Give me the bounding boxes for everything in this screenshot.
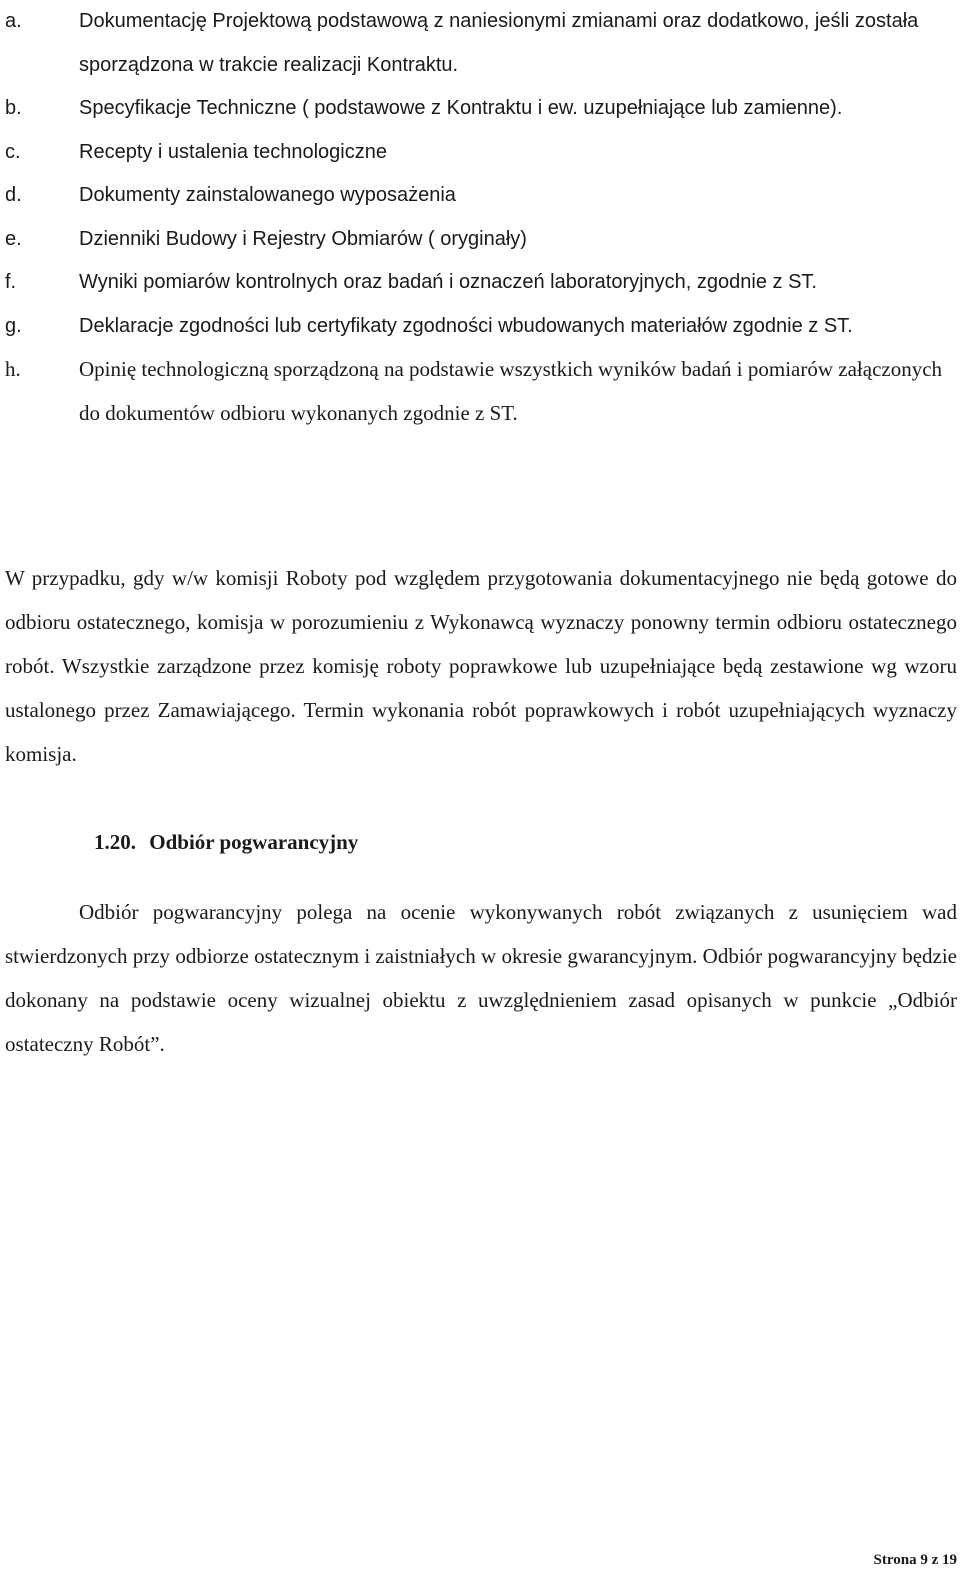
paragraph-acceptance-delay: W przypadku, gdy w/w komisji Roboty pod względem przygotowania dokumentacyjnego nie będą gotowe do odbioru ostatecznego, komisja w porozumieniu z Wykonawcą wyznaczy ponowny termin odbioru ostatecznego robót. Wszystkie zarządzone przez komisję roboty poprawkowe lub uzupełniające będą zestawione wg wzoru ustalonego przez Zamawiającego. Termin wykonania robót poprawkowych i robót uzupełniających wyznaczy komisja. [5, 566, 957, 766]
list-item-letter: a. [5, 10, 22, 32]
list-item-text: Dokumenty zainstalowanego wyposażenia [79, 184, 456, 206]
page-number: Strona 9 z 19 [873, 1552, 957, 1568]
list-item-letter: g. [5, 314, 22, 337]
section-heading [94, 820, 358, 864]
list-item-g [0, 305, 949, 349]
list-item-letter: b. [5, 97, 22, 119]
list-item-b [0, 87, 949, 131]
list-item-letter: d. [5, 184, 22, 206]
list-item-text: Opinię technologiczną sporządzoną na podstawie wszystkich wyników badań i pomiarów załączonych do dokumentów odbioru wykonanych zgodnie z ST. [79, 357, 943, 425]
paragraph-post-warranty: Odbiór pogwarancyjny polega na ocenie wykonywanych robót związanych z usunięciem wad stwierdzonych przy odbiorze ostatecznym i zaistniałych w okresie gwarancyjnym. Odbiór pogwarancyjny będzie dokonany na podstawie oceny wizualnej obiektu z uwzględnieniem zasad opisanych w punkcie „Odbiór ostateczny Robót”. [5, 900, 957, 1056]
list-item-text: Specyfikacje Techniczne ( podstawowe z Kontraktu i ew. uzupełniające lub zamienne). [79, 97, 843, 119]
list-item-text: Dzienniki Budowy i Rejestry Obmiarów ( oryginały) [79, 227, 527, 250]
list-item-d [0, 174, 949, 218]
list-item-letter: f. [5, 271, 17, 293]
list-item-c [0, 131, 949, 175]
list-item-letter: e. [5, 227, 22, 250]
list-item-e [0, 218, 949, 262]
list-item-text: Dokumentację Projektową podstawową z naniesionymi zmianami oraz dodatkowo, jeśli została sporządzona w trakcie realizacji Kontraktu. [79, 10, 919, 76]
list-item-text: Deklaracje zgodności lub certyfikaty zgodności wbudowanych materiałów zgodnie z ST. [79, 314, 853, 337]
list-item-h [0, 348, 949, 435]
list-item-f [0, 261, 949, 305]
list-item-text: Wyniki pomiarów kontrolnych oraz badań i oznaczeń laboratoryjnych, zgodnie z ST. [79, 271, 817, 293]
list-item-text: Recepty i ustalenia technologiczne [79, 140, 387, 163]
list-item-letter: c. [5, 140, 21, 163]
document-list [0, 0, 960, 435]
section-number: 1.20. [94, 830, 136, 854]
section-title: Odbiór pogwarancyjny [149, 830, 359, 854]
list-item-a [0, 0, 949, 87]
list-item-letter: h. [5, 357, 21, 381]
